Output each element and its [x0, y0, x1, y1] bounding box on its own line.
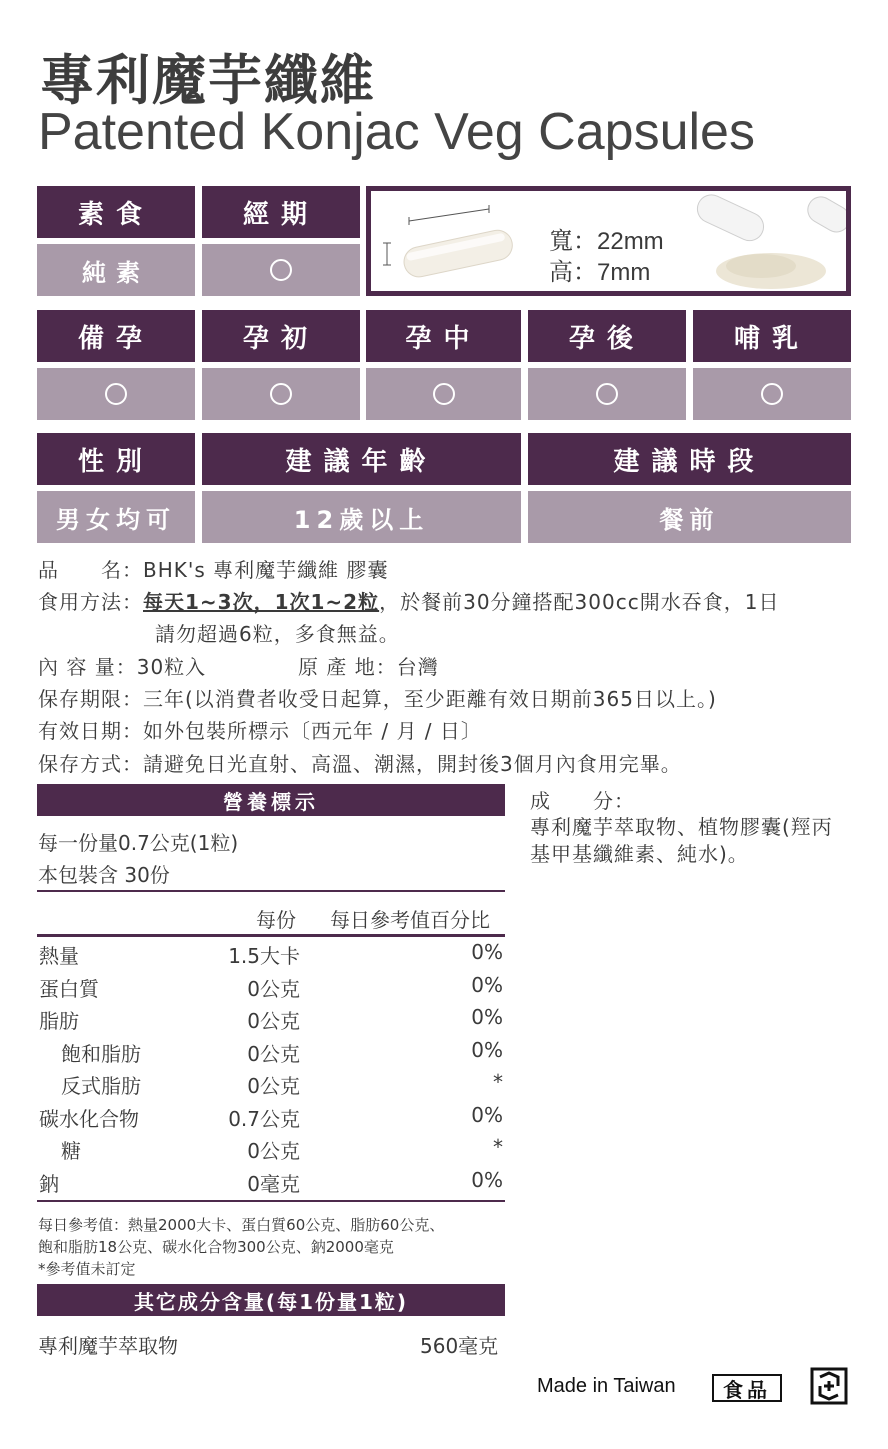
nutrition-title: 營養標示 [37, 784, 505, 816]
nutrient-per-serving: 1.5大卡 [228, 944, 300, 968]
nutrient-per-serving: 0公克 [247, 1009, 300, 1033]
nutrition-row [37, 1168, 505, 1198]
info-origin-label: 原 產 地： [298, 655, 397, 679]
period-value [202, 244, 360, 296]
nutrient-daily-value: 0% [471, 940, 503, 964]
title-en: Patented Konjac Veg Capsules [38, 103, 755, 161]
gender-value: 男女均可 [37, 491, 195, 543]
footnote-3: *參考值未訂定 [38, 1260, 136, 1278]
divider [37, 934, 505, 937]
serving-size: 每一份量0.7公克(1粒) [38, 831, 239, 855]
col-per-serving: 每份 [256, 908, 296, 932]
capsule-size-panel [366, 186, 851, 296]
food-badge: 食品 [712, 1374, 782, 1402]
other-title: 其它成分含量(每1份量1粒) [37, 1284, 505, 1316]
nutrient-daily-value: * [493, 1070, 503, 1094]
nutrient-per-serving: 0公克 [247, 1139, 300, 1163]
info-usage-rest: ，於餐前30分鐘搭配300cc開水吞食，1日 [379, 590, 780, 614]
nutrient-name: 糖 [61, 1139, 81, 1163]
stage-header-3: 孕後 [528, 310, 686, 362]
nutrient-name: 熱量 [39, 944, 79, 968]
nutrient-daily-value: * [493, 1135, 503, 1159]
nutrition-row [37, 1038, 505, 1068]
time-value: 餐前 [528, 491, 851, 543]
time-header: 建議時段 [528, 433, 851, 485]
nutrient-name: 鈉 [39, 1171, 59, 1196]
nutrient-per-serving: 0.7公克 [228, 1106, 300, 1131]
stage-value-2 [366, 368, 521, 420]
nutrition-row [37, 1005, 505, 1035]
info-usage-line2: 請勿超過6粒，多食無益。 [155, 622, 400, 646]
nutrient-name: 碳水化合物 [39, 1106, 139, 1131]
info-content-row [38, 651, 206, 680]
ingredients-line1: 專利魔芋萃取物、植物膠囊(羥丙 [530, 815, 833, 839]
info-shelf-label: 保存期限： [38, 687, 143, 711]
col-daily-value: 每日參考值百分比 [330, 908, 490, 932]
info-usage-bold: 每天1~3次，1次1~2粒 [143, 590, 380, 614]
nutrition-row [37, 1103, 505, 1133]
info-shelf-value: 三年(以消費者收受日起算，至少距離有效日期前365日以上。) [143, 687, 717, 711]
info-expiry-label: 有效日期： [38, 719, 143, 743]
nutrient-daily-value: 0% [471, 1005, 503, 1029]
info-content-label: 內 容 量： [38, 655, 137, 679]
nutrient-daily-value: 0% [471, 972, 503, 997]
info-name-row [38, 554, 389, 583]
check-circle-icon [761, 383, 783, 405]
divider [37, 1200, 505, 1202]
diet-value: 純素 [37, 244, 195, 296]
nutrient-daily-value: 0% [471, 1102, 503, 1127]
period-header: 經期 [202, 186, 360, 238]
info-origin-value: 台灣 [396, 655, 439, 679]
info-shelf-row [38, 683, 717, 712]
nutrient-per-serving: 0公克 [247, 976, 300, 1001]
info-expiry-value: 如外包裝所標示〔西元年 / 月 / 日〕 [143, 719, 482, 743]
info-storage-row [38, 748, 682, 777]
nutrient-name: 蛋白質 [39, 976, 99, 1001]
stage-value-1 [202, 368, 360, 420]
stage-value-3 [528, 368, 686, 420]
info-origin-row [298, 651, 439, 680]
made-in-taiwan: Made in Taiwan [537, 1375, 676, 1397]
gender-header: 性別 [37, 433, 195, 485]
diet-header: 素食 [37, 186, 195, 238]
info-storage-label: 保存方式： [38, 752, 143, 776]
nutrient-name: 脂肪 [39, 1009, 79, 1033]
info-usage-label: 食用方法： [38, 590, 143, 614]
info-name-label: 品 名： [38, 558, 143, 582]
title-zh: 專利魔芋纖維 [40, 49, 376, 112]
check-circle-icon [270, 259, 292, 281]
nutrient-name: 反式脂肪 [61, 1074, 141, 1098]
capsule-height: 高：7mm [549, 259, 651, 286]
nutrient-daily-value: 0% [471, 1167, 503, 1192]
stage-value-4 [693, 368, 851, 420]
ingredients-label: 成 分： [530, 789, 635, 813]
stage-header-0: 備孕 [37, 310, 195, 362]
stage-header-1: 孕初 [202, 310, 360, 362]
info-content-value: 30粒入 [136, 655, 207, 679]
nutrient-per-serving: 0毫克 [247, 1171, 300, 1196]
divider [37, 890, 505, 892]
check-circle-icon [433, 383, 455, 405]
check-circle-icon [270, 383, 292, 405]
nutrition-row [37, 1135, 505, 1165]
other-item-value: 560毫克 [420, 1334, 499, 1358]
other-item-name: 專利魔芋萃取物 [38, 1334, 178, 1358]
age-header: 建議年齡 [202, 433, 521, 485]
info-storage-value: 請避免日光直射、高溫、潮濕，開封後3個月內食用完畢。 [143, 752, 682, 776]
age-value: 12歲以上 [202, 491, 521, 543]
nutrient-per-serving: 0公克 [247, 1074, 300, 1098]
check-circle-icon [596, 383, 618, 405]
info-expiry-row [38, 715, 482, 744]
check-circle-icon [105, 383, 127, 405]
footnote-2: 飽和脂肪18公克、碳水化合物300公克、鈉2000毫克 [38, 1238, 394, 1256]
servings-per-package: 本包裝含 30份 [38, 863, 170, 887]
nutrient-name: 飽和脂肪 [61, 1041, 141, 1066]
nutrition-row [37, 940, 505, 970]
nutrition-row [37, 973, 505, 1003]
stage-header-4: 哺乳 [693, 310, 851, 362]
nutrient-daily-value: 0% [471, 1037, 503, 1062]
capsule-width: 寬：22mm [549, 228, 664, 255]
info-name-value: BHK's 專利魔芋纖維 膠囊 [143, 558, 389, 582]
ingredients-line2: 基甲基纖維素、純水)。 [530, 842, 749, 866]
stage-value-0 [37, 368, 195, 420]
info-usage-row [38, 586, 779, 615]
nutrient-per-serving: 0公克 [247, 1041, 300, 1066]
recycle-icon [810, 1367, 848, 1405]
footnote-1: 每日參考值：熱量2000大卡、蛋白質60公克、脂肪60公克、 [38, 1216, 445, 1234]
stage-header-2: 孕中 [366, 310, 521, 362]
nutrition-row [37, 1070, 505, 1100]
